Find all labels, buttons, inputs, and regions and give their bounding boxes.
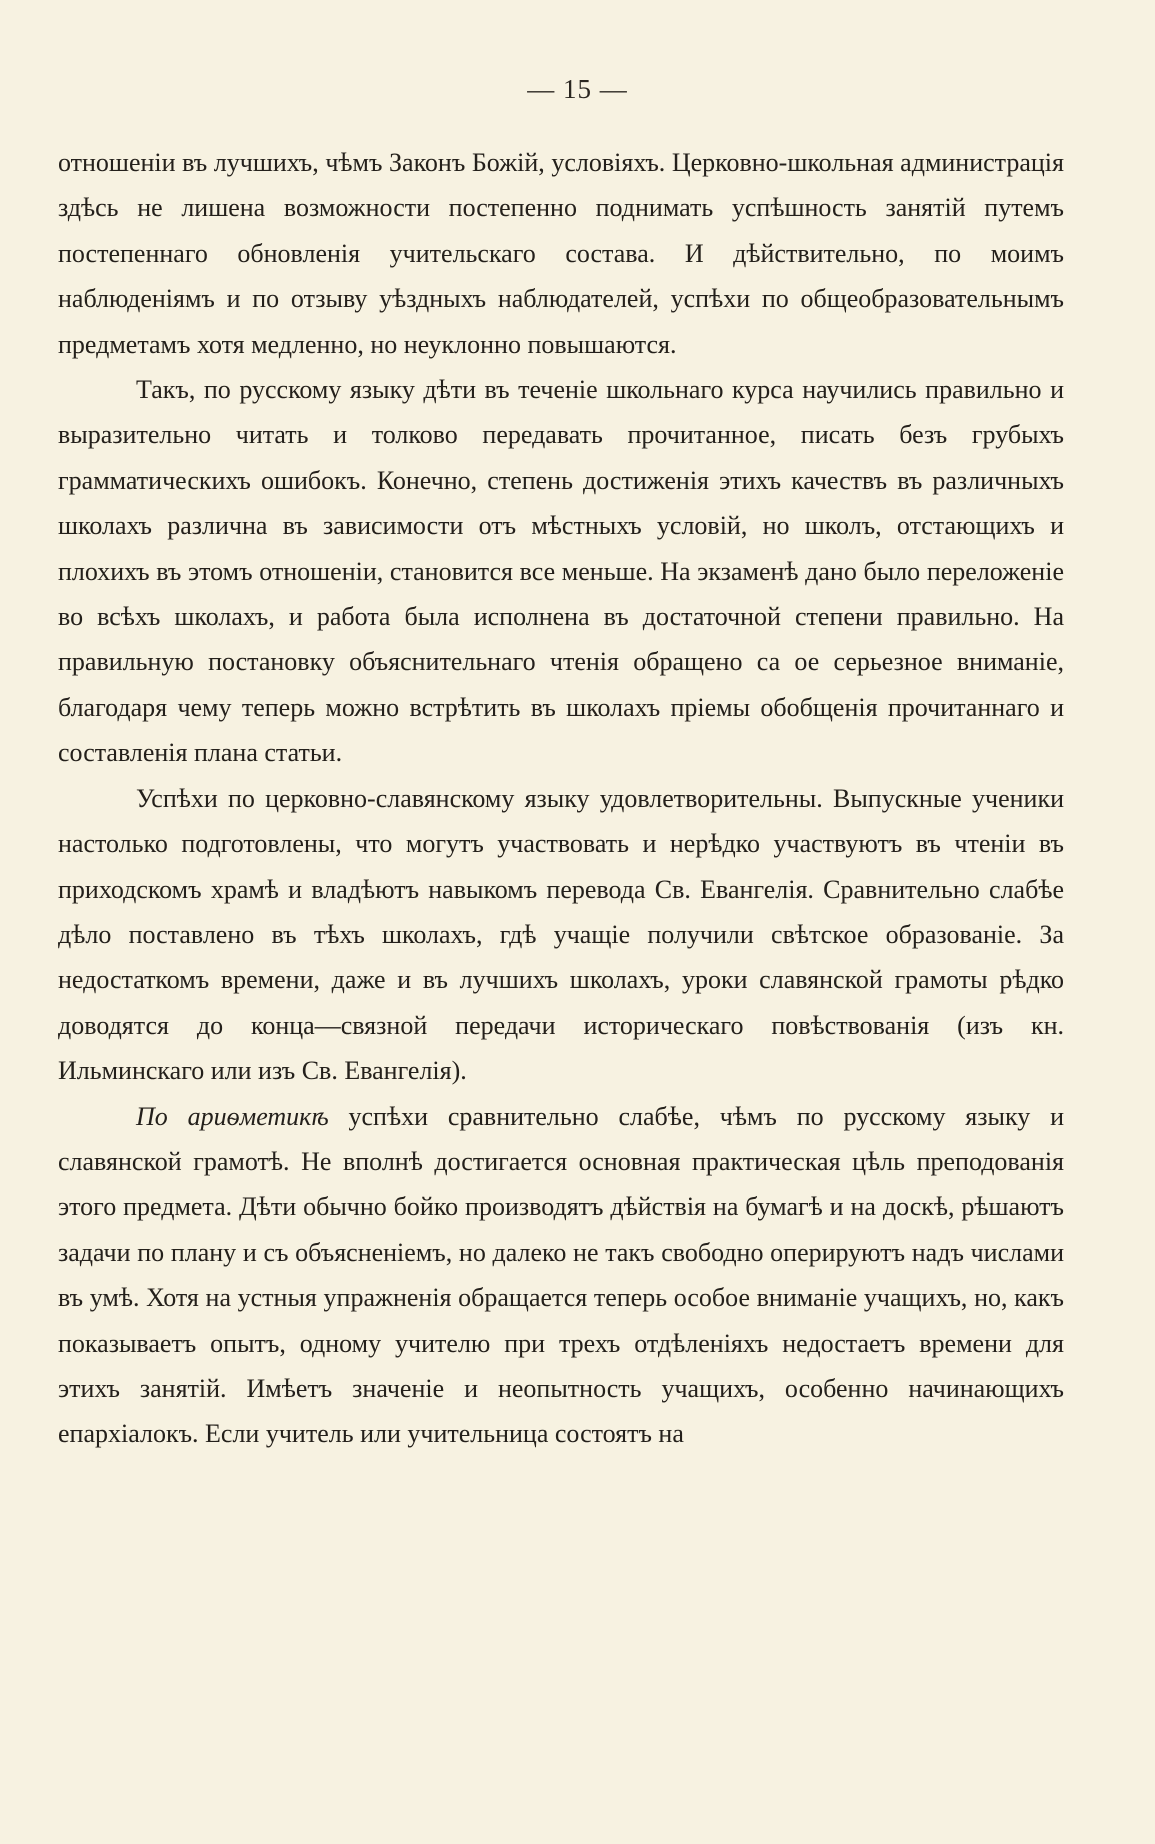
paragraph-2: Такъ, по русскому языку дѣти въ теченіе школьнаго курса научились правильно и выразительно читать и толково передавать прочитанное, писать безъ грубыхъ грамматическихъ ошибокъ. Конечно, степень достиженія этихъ качествъ въ различныхъ школахъ различна въ зависимости отъ мѣстныхъ условій, но школъ, отстающихъ и плохихъ въ этомъ отношеніи, становится все меньше. На экзаменѣ дано было переложеніе во всѣхъ школахъ, и работа была исполнена въ достаточной степени правильно. На правильную постановку объяснительнаго чтенія обращено са ое серьезное вниманіе, благодаря чему теперь можно встрѣтить въ школахъ пріемы обобщенія прочитаннаго и составленія плана статьи. — [58, 375, 1064, 768]
paragraph-4-italic-lead: По ариѳметикѣ — [136, 1101, 329, 1131]
body-text — [58, 140, 1064, 1457]
page-number: — 15 — — [527, 74, 628, 104]
paragraph-4-text: успѣхи сравнительно слабѣе, чѣмъ по русскому языку и славянской грамотѣ. Не вполнѣ достигается основная практическая цѣль преподованія этого предмета. Дѣти обычно бойко производятъ дѣйствія на бумагѣ и на доскѣ, рѣшаютъ задачи по плану и съ объясненіемъ, но далеко не такъ свободно оперируютъ надъ числами въ умѣ. Хотя на устныя упражненія обращается теперь особое вниманіе учащихъ, но, какъ показываетъ опытъ, одному учителю при трехъ отдѣленіяхъ недостаетъ времени для этихъ занятій. Имѣетъ значеніе и неопытность учащихъ, особенно начинающихъ епархіалокъ. Если учитель или учительница состоятъ на — [58, 1101, 1064, 1449]
paragraph-3: Успѣхи по церковно-славянскому языку удовлетворительны. Выпускные ученики настолько подготовлены, что могутъ участвовать и нерѣдко участвуютъ въ чтеніи въ приходскомъ храмѣ и владѣютъ навыкомъ перевода Св. Евангелія. Сравнительно слабѣе дѣло поставлено въ тѣхъ школахъ, гдѣ учащіе получили свѣтское образованіе. За недостаткомъ времени, даже и въ лучшихъ школахъ, уроки славянской грамоты рѣдко доводятся до конца—связной передачи историческаго повѣствованія (изъ кн. Ильминскаго или изъ Св. Евангелія). — [58, 783, 1064, 1086]
paragraph-1: отношеніи въ лучшихъ, чѣмъ Законъ Божій, условіяхъ. Церковно-школьная администрація здѣсь не лишена возможности постепенно поднимать успѣшность занятій путемъ постепеннаго обновленія учительскаго состава. И дѣйствительно, по моимъ наблюденіямъ и по отзыву уѣздныхъ наблюдателей, успѣхи по общеобразовательнымъ предметамъ хотя медленно, но неуклонно повышаются. — [58, 148, 1064, 359]
paragraph-4 — [58, 1094, 1064, 1457]
